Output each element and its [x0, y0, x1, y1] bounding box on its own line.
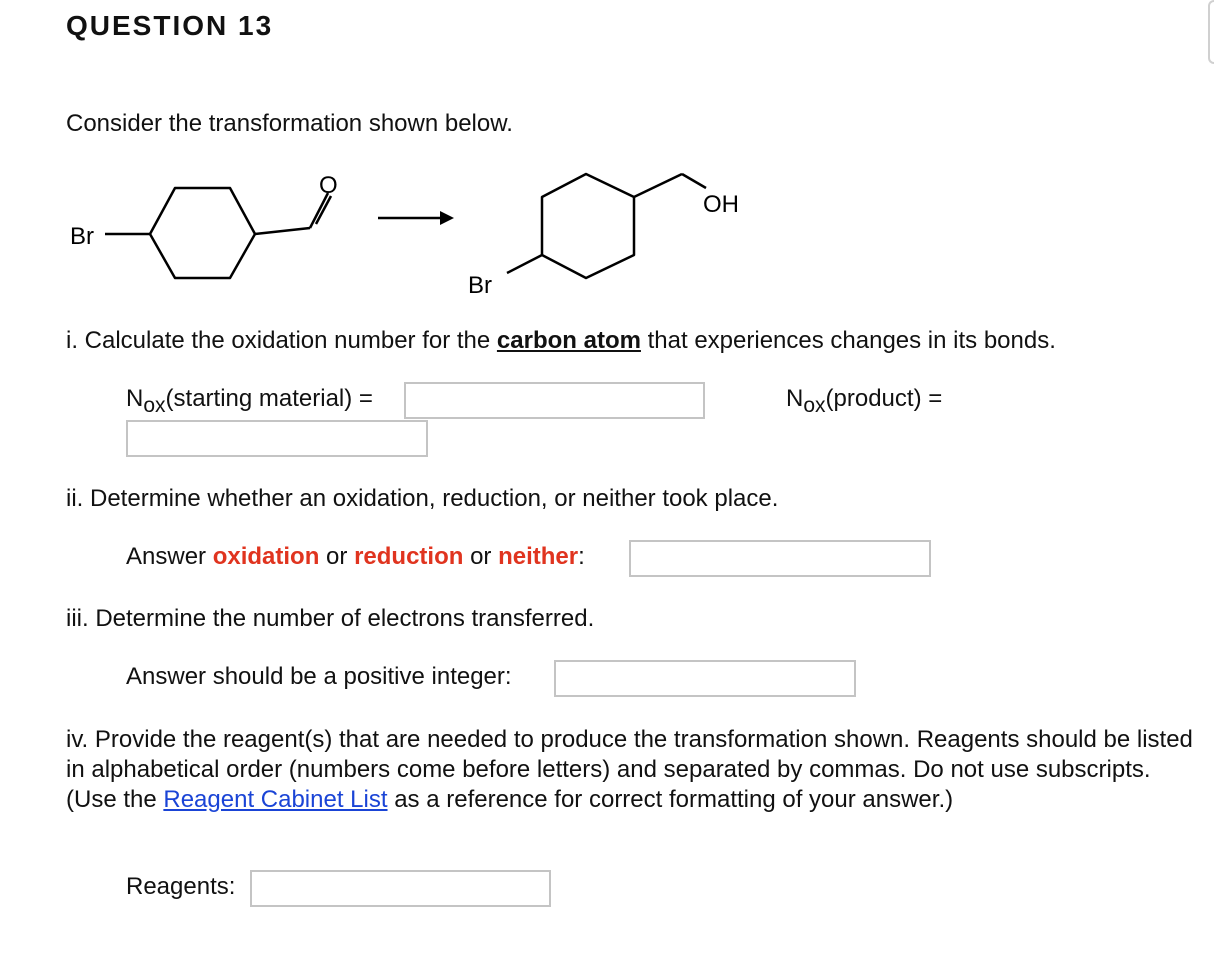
reactant-ring	[150, 188, 255, 278]
reaction-arrow-icon	[378, 211, 454, 225]
option-reduction: reduction	[354, 543, 464, 570]
nox-product-label	[786, 384, 942, 415]
question-intro: Consider the transformation shown below.	[66, 110, 513, 137]
reactant-o-label: O	[319, 172, 338, 199]
nox-subscript: ox	[803, 394, 826, 417]
nox-subscript: ox	[143, 394, 166, 417]
oh-bond	[682, 174, 706, 188]
nox-symbol: N	[786, 385, 804, 412]
part-iii-answer-label: Answer should be a positive integer:	[126, 663, 512, 690]
answer-prefix: Answer	[126, 543, 213, 570]
part-ii-question: ii. Determine whether an oxidation, reduction, or neither took place.	[66, 485, 779, 512]
option-oxidation: oxidation	[212, 543, 320, 570]
part-iv-question	[66, 725, 1196, 815]
part-i-question	[66, 326, 1056, 356]
ch2-bond	[255, 228, 310, 234]
nox-start-label	[126, 384, 373, 415]
part-i-text-before: i. Calculate the oxidation number for the	[66, 327, 497, 354]
part-i-emphasis: carbon atom	[496, 327, 641, 354]
electrons-input[interactable]	[554, 660, 856, 697]
or-text: or	[319, 543, 355, 570]
nox-start-input[interactable]	[404, 382, 705, 419]
nox-symbol: N	[126, 385, 144, 412]
reaction-scheme	[60, 160, 780, 310]
part-iii-question: iii. Determine the number of electrons transferred.	[66, 605, 595, 632]
ch2-bond-product	[634, 174, 682, 197]
br-bond-product	[507, 255, 542, 273]
part-iv-text-before: iv. Provide the reagent(s) that are needed to produce the transformation shown. Reagents should be listed in alphabetical order (numbers come before letters) and separated by commas. Do not use subscripts. (Use the	[66, 726, 1193, 813]
redox-answer-input[interactable]	[629, 540, 931, 577]
part-iv-text-after: as a reference for correct formatting of your answer.)	[387, 786, 954, 813]
nox-product-text: (product) =	[825, 385, 943, 412]
reagents-input[interactable]	[250, 870, 551, 907]
colon: :	[578, 543, 585, 570]
part-i-text-after: that experiences changes in its bonds.	[640, 327, 1056, 354]
product-structure	[507, 174, 706, 278]
or-text: or	[463, 543, 499, 570]
product-ring	[542, 174, 634, 278]
reagent-cabinet-link[interactable]: Reagent Cabinet List	[163, 786, 388, 813]
part-ii-answer-label	[126, 542, 585, 572]
nox-start-text: (starting material) =	[165, 385, 373, 412]
question-title: QUESTION 13	[66, 10, 274, 41]
scrollbar-edge[interactable]	[1208, 0, 1214, 64]
option-neither: neither	[498, 543, 579, 570]
product-oh-label: OH	[703, 191, 739, 218]
reactant-br-label: Br	[70, 223, 94, 250]
reactant-structure	[105, 188, 331, 278]
product-br-label: Br	[468, 272, 492, 299]
nox-product-input[interactable]	[126, 420, 428, 457]
reagents-label: Reagents:	[126, 873, 236, 900]
